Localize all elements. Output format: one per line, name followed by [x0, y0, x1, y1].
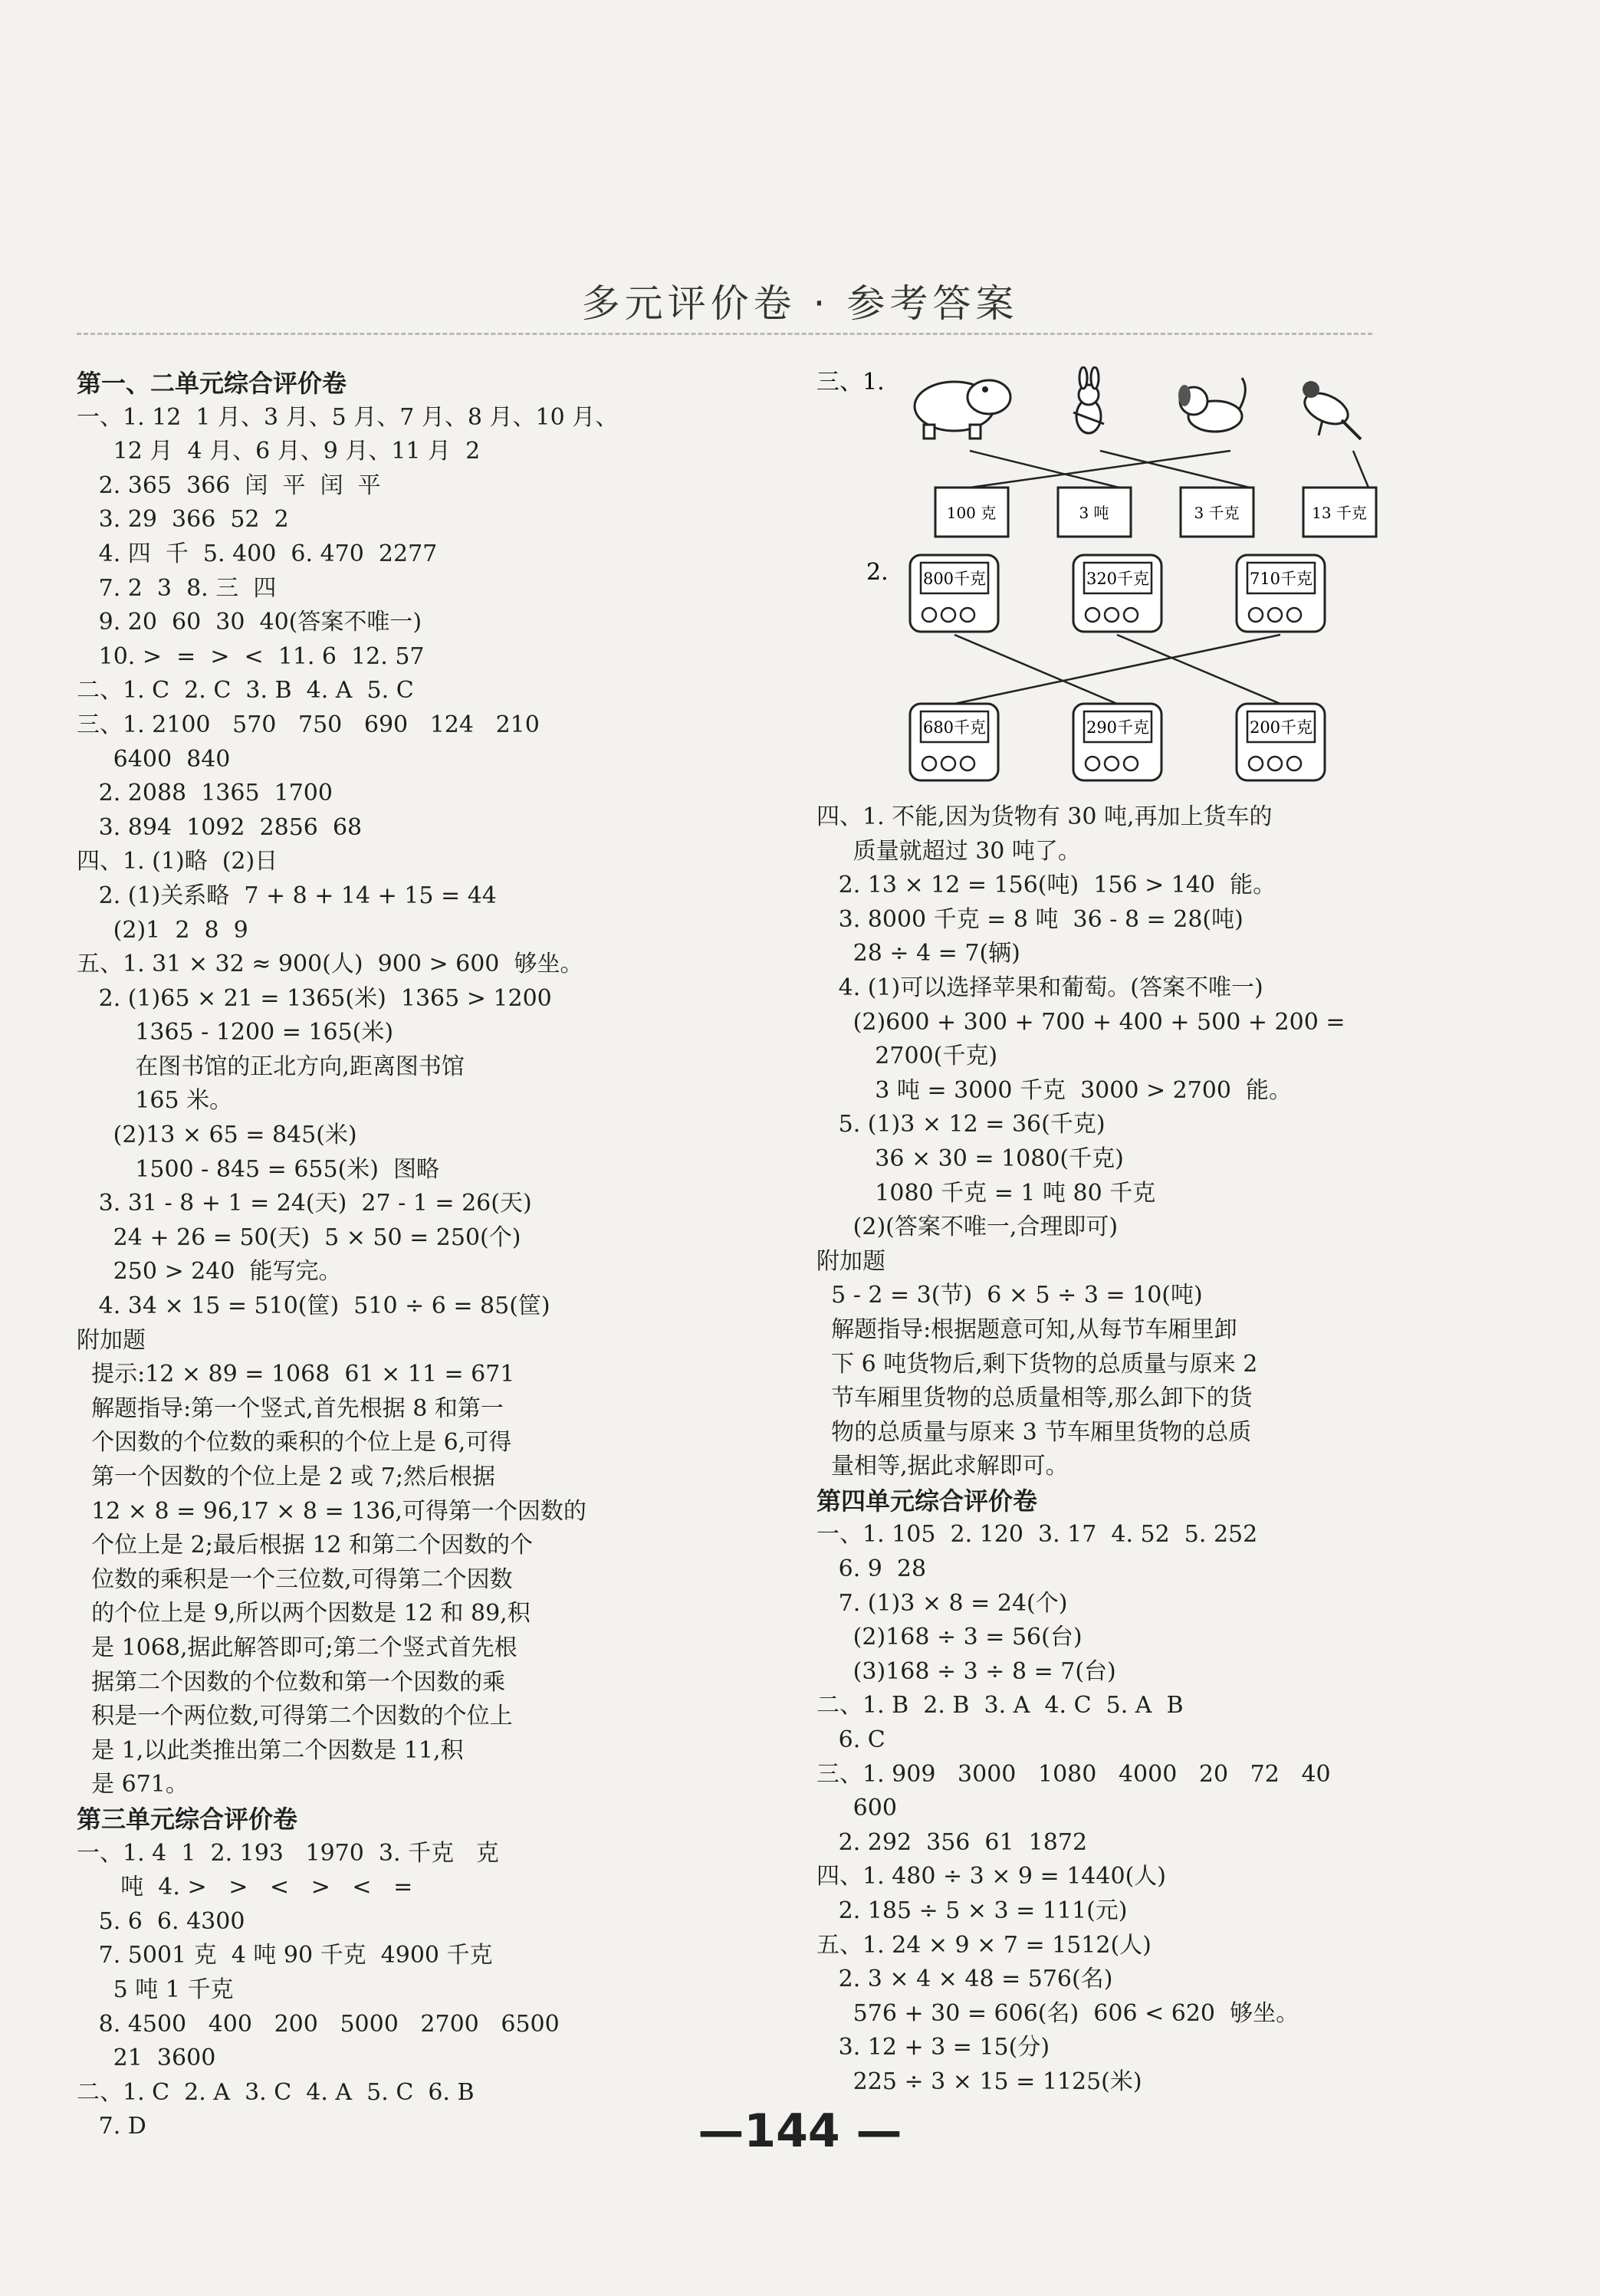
answer-line: 6400 840 [77, 745, 231, 773]
answer-line: 165 米。 [77, 1087, 233, 1115]
answer-line: 5. (1)3 × 12 = 36(千克) [816, 1111, 1106, 1138]
answer-line: 3 吨 = 3000 千克 3000 > 2700 能。 [816, 1076, 1293, 1104]
answer-line: 2. 2088 1365 1700 [77, 780, 333, 807]
answer-line: 吨 4. > > < > < = [77, 1874, 413, 1901]
answer-line: 7. 2 3 8. 三 四 [77, 574, 277, 602]
answer-line: 2. (1)关系略 7 + 8 + 14 + 15 = 44 [77, 882, 497, 909]
truck-icon-top-1 [910, 555, 998, 632]
answer-line: 质量就超过 30 吨了。 [816, 837, 1081, 865]
truck-icon-top-3 [1237, 555, 1325, 632]
svg-text:290千克: 290千克 [1086, 718, 1150, 737]
svg-text:320千克: 320千克 [1086, 570, 1150, 588]
answer-line: 7. 5001 克 4 吨 90 千克 4900 千克 [77, 1942, 493, 1969]
answer-line: 5 吨 1 千克 [77, 1976, 234, 2003]
answer-line: 1500 - 845 = 655(米) 图略 [77, 1155, 440, 1183]
answer-line: 600 [816, 1795, 897, 1822]
svg-text:200千克: 200千克 [1249, 718, 1313, 737]
svg-text:680千克: 680千克 [922, 718, 987, 737]
svg-text:13 千克: 13 千克 [1312, 504, 1367, 522]
answer-line: 24 + 26 = 50(天) 5 × 50 = 250(个) [77, 1224, 521, 1251]
title-divider [77, 333, 1372, 335]
page-title: 多元评价卷 · 参考答案 [581, 281, 1019, 326]
bird-icon [1300, 381, 1361, 439]
diagram-svg [816, 366, 1399, 800]
answer-line: 在图书馆的正北方向,距离图书馆 [77, 1053, 465, 1080]
answer-line: 提示:12 × 89 = 1068 61 × 11 = 671 [77, 1361, 515, 1388]
answer-line: 3. 12 + 3 = 15(分) [816, 2034, 1050, 2061]
answer-line: 三、1. 2100 570 750 690 124 210 [77, 711, 540, 738]
page-number: —144 — [698, 2104, 902, 2158]
answer-line: 3. 29 366 52 2 [77, 506, 289, 534]
answer-line: 附加题 [77, 1326, 146, 1354]
svg-text:3 千克: 3 千克 [1194, 504, 1240, 522]
right-column-answers [816, 800, 1399, 2100]
right-column [816, 366, 1399, 2100]
answer-line: 二、1. C 2. A 3. C 4. A 5. C 6. B [77, 2078, 475, 2106]
svg-text:3 吨: 3 吨 [1079, 504, 1109, 522]
answer-line: 8. 4500 400 200 5000 2700 6500 [77, 2010, 560, 2038]
rabbit-icon [1073, 367, 1104, 433]
answer-line: 2. 13 × 12 = 156(吨) 156 > 140 能。 [816, 872, 1276, 899]
truck-icon-bottom-1 [910, 704, 998, 780]
answer-line: 四、1. 480 ÷ 3 × 9 = 1440(人) [816, 1863, 1166, 1890]
answer-line: 2. 185 ÷ 5 × 3 = 111(元) [816, 1897, 1128, 1924]
matching-lines-q1 [970, 451, 1368, 488]
answer-line: 2. 292 356 61 1872 [816, 1828, 1088, 1856]
answer-line: 解题指导:根据题意可知,从每节车厢里卸 [816, 1316, 1237, 1343]
answer-line: 2. 365 366 闰 平 闰 平 [77, 471, 381, 499]
answer-line: 1080 千克 = 1 吨 80 千克 [816, 1179, 1156, 1207]
answer-line: 个位上是 2;最后根据 12 和第二个因数的个 [77, 1532, 534, 1559]
section-heading: 第三单元综合评价卷 [77, 1804, 298, 1834]
answer-line: (2)1 2 8 9 [77, 916, 248, 944]
answer-line: 物的总质量与原来 3 节车厢里货物的总质 [816, 1418, 1252, 1446]
answer-line: 据第二个因数的个位数和第一个因数的乘 [77, 1668, 506, 1696]
answer-line: 36 × 30 = 1080(千克) [816, 1145, 1124, 1172]
matching-diagram [816, 366, 1399, 800]
answer-line: 二、1. B 2. B 3. A 4. C 5. A B [816, 1692, 1184, 1720]
dog-icon [1178, 378, 1245, 432]
answer-line: (2)13 × 65 = 845(米) [77, 1122, 357, 1149]
answer-line: (2)168 ÷ 3 = 56(台) [816, 1624, 1083, 1651]
answer-line: 2. 3 × 4 × 48 = 576(名) [816, 1966, 1113, 1993]
answer-line: 2. (1)65 × 21 = 1365(米) 1365 > 1200 [77, 984, 552, 1012]
svg-text:710千克: 710千克 [1249, 570, 1313, 588]
answer-line: 积是一个两位数,可得第二个因数的个位上 [77, 1703, 513, 1730]
answer-line: 五、1. 24 × 9 × 7 = 1512(人) [816, 1931, 1152, 1959]
svg-text:800千克: 800千克 [922, 570, 987, 588]
answer-line: 3. 8000 千克 = 8 吨 36 - 8 = 28(吨) [816, 905, 1244, 933]
truck-icon-bottom-2 [1073, 704, 1161, 780]
answer-line: 5. 6 6. 4300 [77, 1907, 245, 1935]
section-heading: 第四单元综合评价卷 [816, 1486, 1038, 1516]
answer-line: 6. C [816, 1726, 885, 1754]
answer-line: 位数的乘积是一个三位数,可得第二个因数 [77, 1565, 513, 1593]
answer-line: 四、1. 不能,因为货物有 30 吨,再加上货车的 [816, 803, 1273, 830]
section-heading: 第一、二单元综合评价卷 [77, 369, 347, 398]
answer-line: (3)168 ÷ 3 ÷ 8 = 7(台) [816, 1657, 1116, 1685]
answer-line: 21 3600 [77, 2045, 216, 2072]
weight-card-3 [1181, 488, 1253, 537]
weight-card-1 [935, 488, 1008, 537]
answer-line: 个因数的个位数的乘积的个位上是 6,可得 [77, 1429, 512, 1457]
answer-line: 5 - 2 = 3(节) 6 × 5 ÷ 3 = 10(吨) [816, 1282, 1203, 1309]
answer-line: 3. 894 1092 2856 68 [77, 813, 363, 841]
answer-line: 4. 34 × 15 = 510(筐) 510 ÷ 6 = 85(筐) [77, 1293, 550, 1320]
answer-line: 一、1. 4 1 2. 193 1970 3. 千克 克 [77, 1839, 499, 1867]
answer-line: 2700(千克) [816, 1043, 998, 1070]
truck-icon-top-2 [1073, 555, 1161, 632]
truck-icon-bottom-3 [1237, 704, 1325, 780]
answer-line: 一、1. 105 2. 120 3. 17 4. 52 5. 252 [816, 1521, 1258, 1549]
answer-line: 量相等,据此求解即可。 [816, 1453, 1069, 1480]
answer-line: 节车厢里货物的总质量相等,那么卸下的货 [816, 1384, 1253, 1412]
answer-line: 7. (1)3 × 8 = 24(个) [816, 1589, 1068, 1617]
answer-line: 250 > 240 能写完。 [77, 1258, 342, 1286]
q3-1-label: 三、1. [816, 369, 885, 396]
answer-line: 12 × 8 = 96,17 × 8 = 136,可得第一个因数的 [77, 1497, 586, 1525]
answer-line: 4. 四 千 5. 400 6. 470 2277 [77, 540, 438, 567]
matching-lines-q2 [954, 635, 1280, 704]
left-column [77, 366, 659, 2144]
answer-line: 是 1068,据此解答即可;第二个竖式首先根 [77, 1634, 517, 1661]
answer-line: 四、1. (1)略 (2)日 [77, 848, 278, 875]
answer-line: 28 ÷ 4 = 7(辆) [816, 940, 1020, 967]
weight-card-4 [1303, 488, 1376, 537]
answer-line: 12 月 4 月、6 月、9 月、11 月 2 [77, 438, 481, 465]
answer-line: 二、1. C 2. C 3. B 4. A 5. C [77, 677, 414, 705]
answer-line: 1365 - 1200 = 165(米) [77, 1019, 394, 1046]
answer-line: 225 ÷ 3 × 15 = 1125(米) [816, 2068, 1142, 2095]
answer-line: 解题指导:第一个竖式,首先根据 8 和第一 [77, 1394, 504, 1422]
answer-line: 是 1,以此类推出第二个因数是 11,积 [77, 1736, 464, 1764]
answer-line: 3. 31 - 8 + 1 = 24(天) 27 - 1 = 26(天) [77, 1190, 532, 1217]
answer-line: (2)600 + 300 + 700 + 400 + 500 + 200 = [816, 1008, 1345, 1036]
answer-line: 五、1. 31 × 32 ≈ 900(人) 900 > 600 够坐。 [77, 951, 583, 978]
answer-line: 一、1. 12 1 月、3 月、5 月、7 月、8 月、10 月、 [77, 403, 619, 431]
answer-line: 下 6 吨货物后,剩下货物的总质量与原来 2 [816, 1350, 1258, 1378]
q3-2-label: 2. [866, 559, 889, 586]
answer-line: 附加题 [816, 1247, 885, 1275]
answer-line: 4. (1)可以选择苹果和葡萄。(答案不唯一) [816, 974, 1263, 1001]
weight-card-2 [1058, 488, 1131, 537]
answer-line: 576 + 30 = 606(名) 606 < 620 够坐。 [816, 1999, 1299, 2027]
answer-line: 10. > = > < 11. 6 12. 57 [77, 642, 425, 670]
answer-line: 9. 20 60 30 40(答案不唯一) [77, 609, 422, 636]
answer-line: 第一个因数的个位上是 2 或 7;然后根据 [77, 1463, 495, 1490]
hippo-icon [915, 380, 1010, 439]
answer-line: 6. 9 28 [816, 1555, 927, 1583]
answer-line: (2)(答案不唯一,合理即可) [816, 1214, 1119, 1241]
answer-line: 7. D [77, 2113, 146, 2140]
answer-line: 三、1. 909 3000 1080 4000 20 72 40 [816, 1760, 1331, 1788]
svg-text:100 克: 100 克 [946, 504, 997, 522]
answer-line: 是 671。 [77, 1771, 189, 1798]
answer-line: 的个位上是 9,所以两个因数是 12 和 89,积 [77, 1600, 531, 1628]
